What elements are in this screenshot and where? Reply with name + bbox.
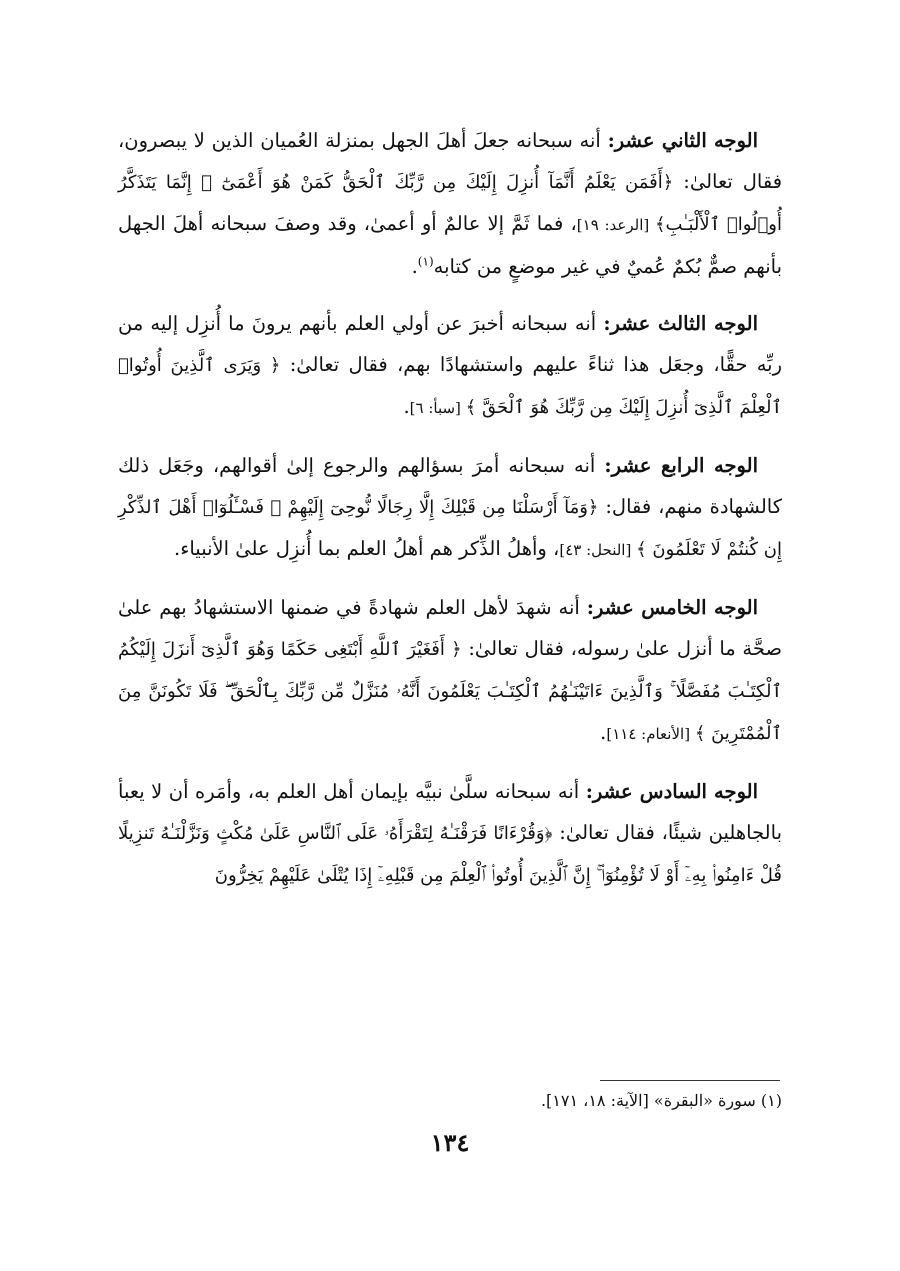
paragraph-12: [118, 120, 782, 287]
paragraph-text: ، وأهلُ الذِّكر هم أهلُ العلم بما أُنزِل علىٰ الأنبياء.: [174, 537, 560, 560]
paragraph-heading: الوجه الرابع عشر:: [604, 454, 758, 477]
paragraph-14: [118, 445, 782, 571]
quran-verse: ﴿ أَفَغَيْرَ ٱللَّهِ أَبْتَغِى حَكَمًا وَهُوَ ٱلَّذِىٓ أَنزَلَ إِلَيْكُمُ ٱلْكِتَـٰبَ مُفَصَّلًا ۚ وَٱلَّذِينَ ءَاتَيْنَـٰهُمُ ٱلْكِتَـٰبَ يَعْلَمُونَ أَنَّهُۥ مُنَزَّلٌ مِّن رَّبِّكَ بِٱلْحَقِّ ۖ فَلَا تَكُونَنَّ مِنَ ٱلْمُمْتَرِينَ ﴾: [118, 639, 782, 744]
paragraph-heading: الوجه الخامس عشر:: [586, 596, 758, 619]
paragraph-16: [118, 771, 782, 896]
footnote: (١) سورة «البقرة» [الآية: ١٨، ١٧١].: [540, 1091, 782, 1110]
quran-verse: ﴿أَفَمَن يَعْلَمُ أَنَّمَآ أُنزِلَ إِلَيْكَ مِن رَّبِّكَ ٱلْحَقُّ كَمَنْ هُوَ أَعْمَىٰٓ ۚ إِنَّمَا يَتَذَكَّرُ أُو۟لُوا۟ ٱلْأَلْبَـٰبِ﴾: [118, 172, 782, 235]
verse-reference: [سبأ: ٦]: [409, 399, 466, 417]
paragraph-text: .: [411, 255, 418, 278]
paragraph-text: ، فما ثَمَّ إلا عالمٌ أو أعمىٰ، وقد وصفَ سبحانه أهلَ الجهل بأنهم صمٌّ بُكمٌ عُميٌ في غير موضعٍ من كتابه: [118, 212, 782, 278]
paragraph-text: أنه سبحانه جعلَ أهلَ الجهل بمنزلة العُميان الذين لا يبصرون، فقال تعالىٰ:: [118, 129, 783, 193]
paragraph-heading: الوجه الثالث عشر:: [603, 312, 758, 335]
paragraph-text: أنه سبحانه أخبرَ عن أولي العلم بأنهم يرونَ ما أُنزِل إليه من ربِّه حقًّا، وجعَل هذا ثناءً عليهم واستشهادًا بهم، فقال تعالىٰ:: [118, 312, 783, 376]
footnote-marker: (١): [417, 254, 434, 269]
paragraph-text: .: [403, 395, 410, 418]
page-number: ١٣٤: [430, 1128, 470, 1157]
paragraph-text: أنه شهدَ لأهل العلم شهادةً في ضمنها الاستشهادُ بهم علىٰ صحَّة ما أنزل علىٰ رسوله، فقال تعالىٰ:: [118, 596, 783, 660]
main-text: [118, 120, 782, 912]
paragraph-heading: الوجه الثاني عشر:: [607, 129, 758, 152]
paragraph-15: [118, 587, 782, 755]
verse-reference: [الرعد: ١٩]: [576, 216, 655, 234]
quran-verse: ﴿وَمَآ أَرْسَلْنَا مِن قَبْلِكَ إِلَّا رِجَالًا نُّوحِىٓ إِلَيْهِمْ ۚ فَسْـَٔلُوٓا۟ أَهْلَ ٱلذِّكْرِ إِن كُنتُمْ لَا تَعْلَمُونَ ﴾: [118, 497, 782, 560]
quran-verse: ﴿ وَيَرَى ٱلَّذِينَ أُوتُوا۟ ٱلْعِلْمَ ٱلَّذِىٓ أُنزِلَ إِلَيْكَ مِن رَّبِّكَ هُوَ ٱلْحَقَّ ﴾: [118, 355, 782, 418]
paragraph-text: .: [600, 721, 607, 744]
footnote-divider: [600, 1080, 780, 1081]
paragraph-heading: الوجه السادس عشر:: [585, 780, 758, 803]
quran-verse: ﴿وَقُرْءَانًا فَرَقْنَـٰهُ لِتَقْرَأَهُۥ عَلَى ٱلنَّاسِ عَلَىٰ مُكْثٍ وَنَزَّلْنَـٰهُ تَنزِيلًا قُلْ ءَامِنُوا۟ بِهِۦٓ أَوْ لَا تُؤْمِنُوٓا۟ ۚ إِنَّ ٱلَّذِينَ أُوتُوا۟ ٱلْعِلْمَ مِن قَبْلِهِۦٓ إِذَا يُتْلَىٰ عَلَيْهِمْ يَخِرُّونَ: [118, 823, 782, 886]
paragraph-text: أنه سبحانه سلَّىٰ نبيَّه بإيمان أهل العلم به، وأمَره أن لا يعبأ بالجاهلين شيئًا، فقال تعالىٰ:: [118, 780, 782, 844]
verse-reference: [النحل: ٤٣]: [559, 541, 637, 559]
paragraph-13: [118, 303, 782, 429]
verse-reference: [الأنعام: ١١٤]: [606, 725, 695, 743]
paragraph-text: أنه سبحانه أمرَ بسؤالهم والرجوع إلىٰ أقوالهم، وجَعَل ذلك كالشهادة منهم، فقال:: [118, 454, 782, 518]
